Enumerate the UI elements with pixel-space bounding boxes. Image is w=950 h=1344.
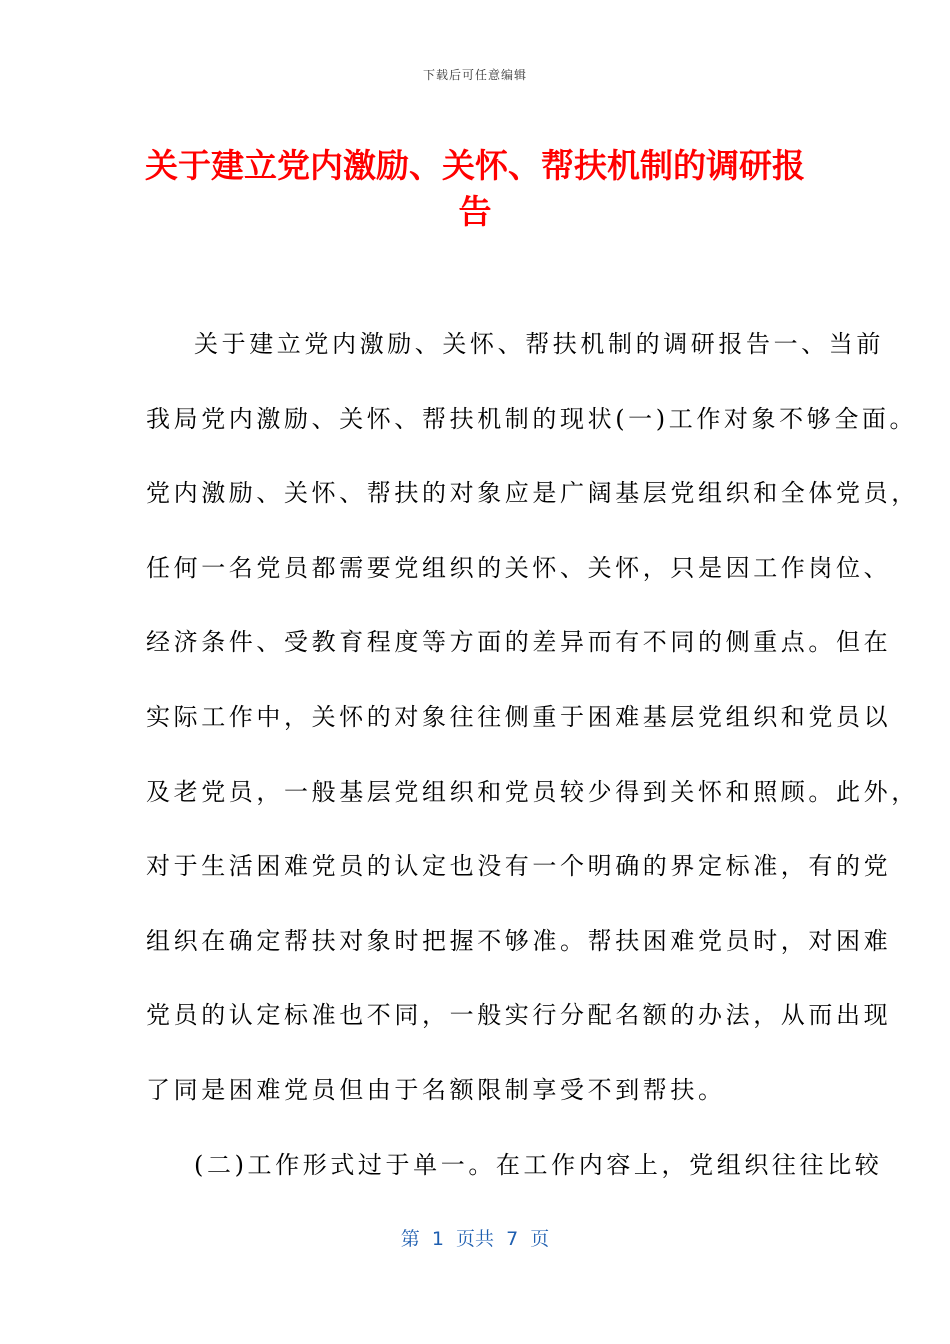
paragraph-line: 党员的认定标准也不同，一般实行分配名额的办法，从而出现 — [146, 1001, 892, 1030]
paragraph-line: 党内激励、关怀、帮扶的对象应是广阔基层党组织和全体党员， — [146, 479, 919, 508]
paragraph-line: 实际工作中，关怀的对象往往侧重于困难基层党组织和党员以 — [146, 702, 892, 731]
paragraph-line: 了同是困难党员但由于名额限制享受不到帮扶。 — [146, 1075, 726, 1104]
document-title: 关于建立党内激励、关怀、帮扶机制的调研报告 — [145, 146, 805, 231]
header-note: 下载后可任意编辑 — [422, 68, 527, 82]
paragraph-line: (二)工作形式过于单一。在工作内容上，党组织往往比较 — [194, 1150, 883, 1179]
paragraph-line: 关于建立党内激励、关怀、帮扶机制的调研报告一、当前 — [194, 330, 884, 358]
paragraph-line: 组织在确定帮扶对象时把握不够准。帮扶困难党员时，对困难 — [146, 926, 892, 955]
paragraph-line: 及老党员，一般基层党组织和党员较少得到关怀和照顾。此外， — [146, 777, 919, 806]
paragraph-line: 任何一名党员都需要党组织的关怀、关怀，只是因工作岗位、 — [146, 553, 892, 582]
paragraph-line: 我局党内激励、关怀、帮扶机制的现状(一)工作对象不够全面。 — [146, 404, 918, 433]
document-body — [146, 318, 919, 1213]
page-number: 第 1 页共 7 页 — [400, 1228, 550, 1250]
paragraph-line: 对于生活困难党员的认定也没有一个明确的界定标准，有的党 — [146, 852, 892, 881]
paragraph-line: 经济条件、受教育程度等方面的差异而有不同的侧重点。但在 — [146, 628, 892, 657]
